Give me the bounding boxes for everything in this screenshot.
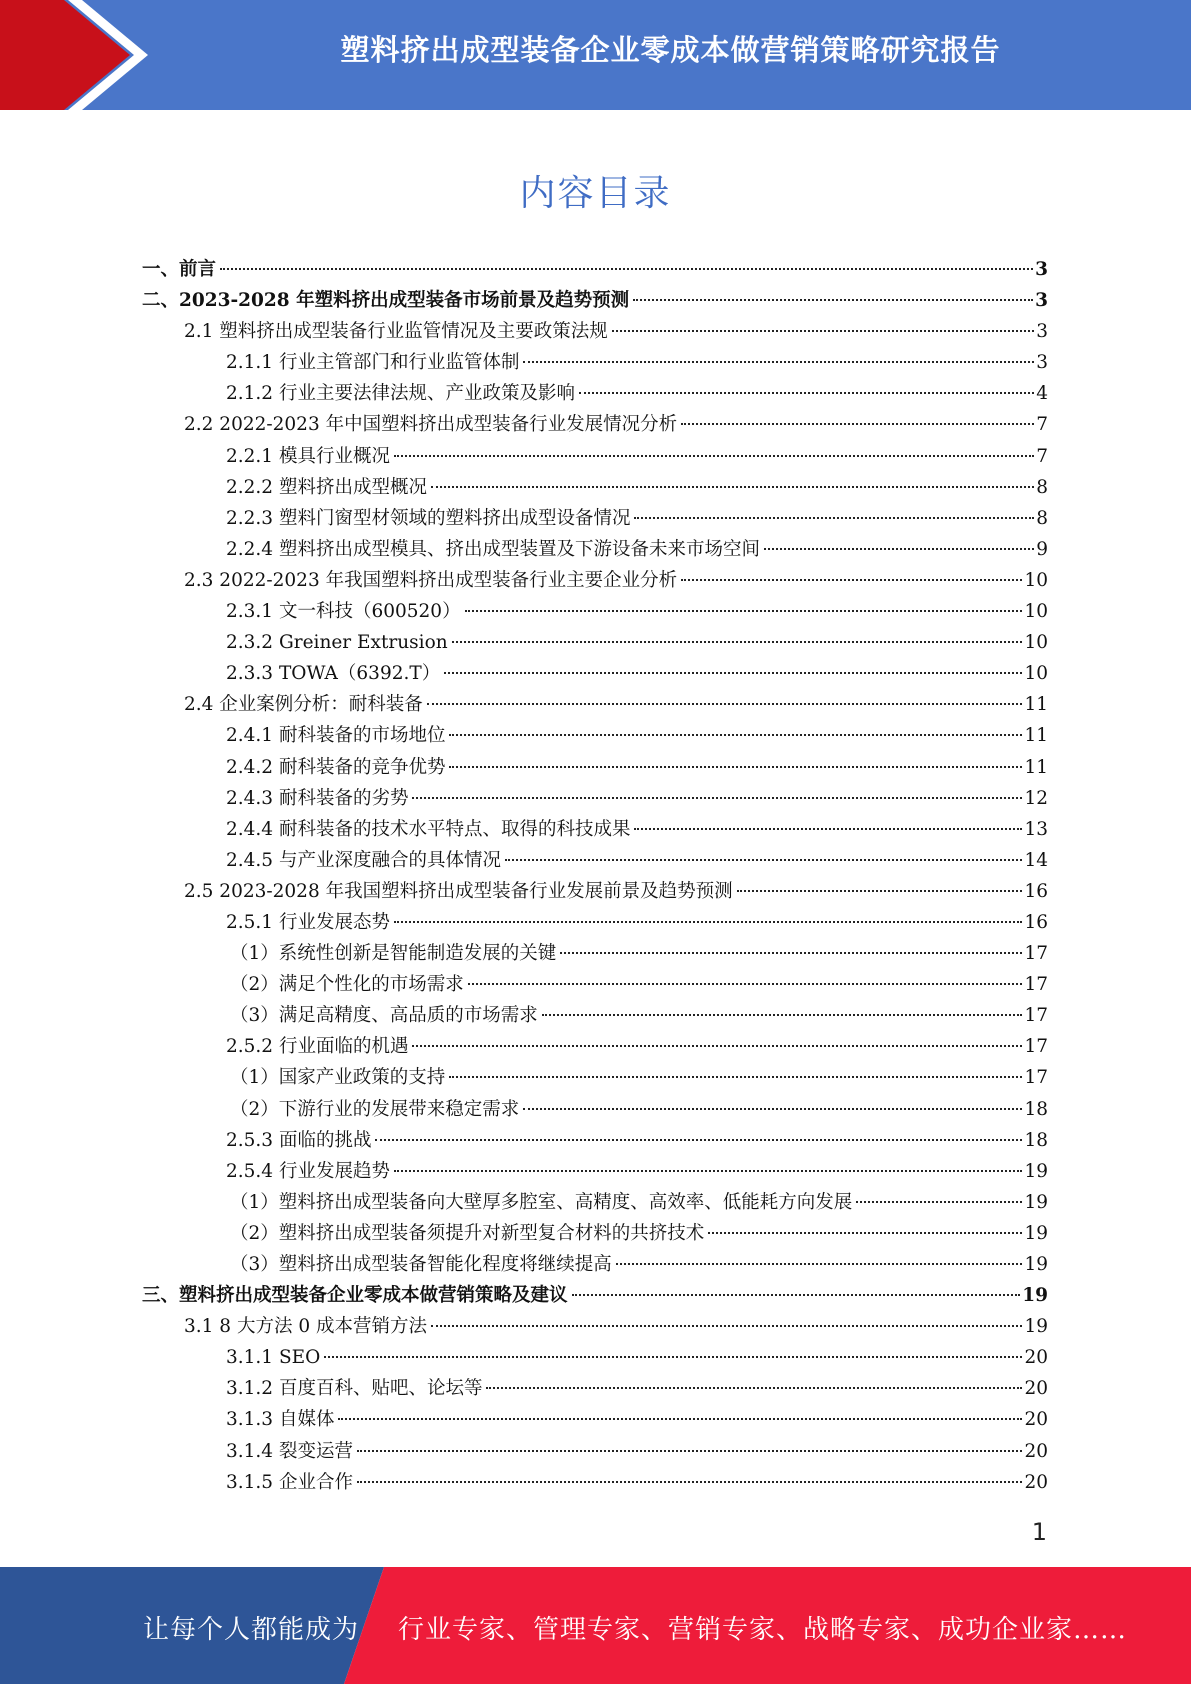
toc-dot-leader (452, 641, 1023, 643)
toc-entry-title: 2.5 2023-2028 年我国塑料挤出成型装备行业发展前景及趋势预测 (184, 880, 733, 902)
toc-entry[interactable] (142, 938, 1048, 969)
toc-dot-leader (449, 1076, 1022, 1078)
toc-entry-page: 19 (1024, 1191, 1048, 1213)
toc-entry-title: 2.3.2 Greiner Extrusion (226, 632, 448, 654)
toc-entry-title: 2.2 2022-2023 年中国塑料挤出成型装备行业发展情况分析 (184, 414, 678, 436)
toc-entry[interactable] (142, 1031, 1048, 1062)
footer-slogan-right: 行业专家、管理专家、营销专家、战略专家、成功企业家…… (398, 1615, 1128, 1645)
toc-entry-page: 3 (1036, 352, 1048, 374)
toc-dot-leader (612, 330, 1034, 332)
toc-entry-title: 2.5.1 行业发展态势 (226, 911, 390, 933)
toc-entry[interactable] (142, 752, 1048, 783)
toc-entry-title: 2.5.3 面临的挑战 (226, 1129, 372, 1151)
toc-dot-leader (634, 828, 1022, 830)
toc-dot-leader (681, 579, 1022, 581)
header-arrow-decoration (0, 0, 160, 110)
toc-dot-leader (338, 1418, 1022, 1420)
toc-entry-page: 3 (1035, 259, 1048, 280)
toc-entry-page: 18 (1024, 1098, 1048, 1120)
toc-dot-leader (560, 952, 1022, 954)
toc-entry-page: 16 (1024, 880, 1048, 902)
toc-dot-leader (357, 1481, 1023, 1483)
toc-entry-title: 2.3.3 TOWA（6392.T） (226, 663, 441, 685)
toc-entry-title: 2.3.1 文一科技（600520） (226, 601, 461, 623)
toc-dot-leader (486, 1387, 1022, 1389)
toc-dot-leader (681, 423, 1034, 425)
toc-entry-page: 19 (1024, 1316, 1048, 1338)
toc-entry-page: 4 (1036, 383, 1048, 405)
toc-entry-page: 19 (1024, 1254, 1048, 1275)
toc-entry[interactable] (142, 1467, 1048, 1498)
toc-entry-page: 17 (1024, 1005, 1048, 1027)
toc-dot-leader (465, 610, 1023, 612)
report-title: 塑料挤出成型装备企业零成本做营销策略研究报告 (340, 33, 1001, 67)
toc-entry-title: 三、塑料挤出成型装备企业零成本做营销策略及建议 (142, 1285, 568, 1307)
toc-dot-leader (449, 766, 1022, 768)
toc-entry-title: 2.4.4 耐科装备的技术水平特点、取得的科技成果 (226, 818, 631, 840)
toc-dot-leader (633, 299, 1033, 301)
toc-dot-leader (634, 517, 1034, 519)
toc-dot-leader (324, 1356, 1022, 1358)
toc-entry[interactable] (142, 658, 1048, 689)
toc-entry[interactable] (142, 1404, 1048, 1435)
table-of-contents (142, 254, 1048, 1498)
toc-entry-title: 二、2023-2028 年塑料挤出成型装备市场前景及趋势预测 (142, 290, 630, 312)
toc-entry[interactable] (142, 1280, 1048, 1311)
toc-entry[interactable] (142, 596, 1048, 627)
toc-entry[interactable] (142, 1311, 1048, 1342)
toc-entry-title: 2.2.3 塑料门窗型材领域的塑料挤出成型设备情况 (226, 507, 631, 529)
toc-dot-leader (394, 455, 1034, 457)
toc-entry-title: （2）下游行业的发展带来稳定需求 (230, 1098, 520, 1120)
toc-entry-title: 2.4.2 耐科装备的竞争优势 (226, 756, 446, 778)
toc-entry-title: （1）国家产业政策的支持 (230, 1067, 446, 1089)
toc-entry-page: 7 (1036, 414, 1048, 436)
toc-entry[interactable] (142, 1249, 1048, 1280)
toc-entry-title: 3.1.5 企业合作 (226, 1471, 353, 1493)
toc-dot-leader (856, 1201, 1022, 1203)
toc-entry-title: （1）系统性创新是智能制造发展的关键 (230, 943, 557, 965)
toc-entry-page: 7 (1036, 445, 1048, 467)
toc-entry-title: 2.4.5 与产业深度融合的具体情况 (226, 849, 501, 871)
toc-dot-leader (427, 703, 1023, 705)
toc-entry-page: 11 (1024, 756, 1048, 778)
toc-entry-page: 19 (1024, 1160, 1048, 1182)
toc-entry-page: 10 (1024, 601, 1048, 623)
toc-dot-leader (394, 1170, 1022, 1172)
toc-entry[interactable] (142, 378, 1048, 409)
toc-entry[interactable] (142, 907, 1048, 938)
toc-dot-leader (449, 734, 1022, 736)
toc-entry[interactable] (142, 1218, 1048, 1249)
toc-entry-page: 20 (1024, 1378, 1048, 1400)
toc-entry-title: 2.1.2 行业主要法律法规、产业政策及影响 (226, 383, 575, 405)
toc-dot-leader (394, 921, 1022, 923)
toc-entry[interactable] (142, 1156, 1048, 1187)
toc-entry[interactable] (142, 316, 1048, 347)
toc-entry-title: 3.1.2 百度百科、贴吧、论坛等 (226, 1378, 483, 1400)
toc-entry-page: 16 (1024, 911, 1048, 933)
toc-entry-title: 2.1 塑料挤出成型装备行业监管情况及主要政策法规 (184, 321, 608, 343)
toc-entry-page: 10 (1024, 663, 1048, 685)
toc-entry-title: 2.1.1 行业主管部门和行业监管体制 (226, 352, 520, 374)
toc-dot-leader (708, 1232, 1022, 1234)
toc-entry[interactable] (142, 1000, 1048, 1031)
toc-entry-page: 20 (1024, 1409, 1048, 1431)
toc-entry-title: （1）塑料挤出成型装备向大壁厚多腔室、高精度、高效率、低能耗方向发展 (230, 1191, 853, 1213)
toc-entry-page: 12 (1024, 787, 1048, 809)
toc-entry-title: 2.5.2 行业面临的机遇 (226, 1036, 409, 1058)
toc-entry-title: 2.4.3 耐科装备的劣势 (226, 787, 409, 809)
toc-entry-title: （2）塑料挤出成型装备须提升对新型复合材料的共挤技术 (230, 1222, 705, 1244)
toc-entry-page: 20 (1024, 1347, 1048, 1369)
toc-dot-leader (616, 1263, 1023, 1265)
toc-entry-page: 17 (1024, 1036, 1048, 1058)
toc-entry[interactable] (142, 876, 1048, 907)
toc-entry[interactable] (142, 1062, 1048, 1093)
toc-entry-page: 11 (1024, 725, 1048, 747)
toc-entry-page: 3 (1035, 290, 1048, 312)
toc-dot-leader (764, 548, 1034, 550)
toc-dot-leader (444, 672, 1022, 674)
toc-entry[interactable] (142, 814, 1048, 845)
toc-entry[interactable] (142, 503, 1048, 534)
toc-entry-page: 11 (1024, 694, 1048, 716)
toc-entry-page: 18 (1024, 1129, 1048, 1151)
toc-entry-page: 17 (1024, 943, 1048, 965)
toc-entry-title: 2.4 企业案例分析：耐科装备 (184, 694, 423, 716)
toc-entry-page: 20 (1024, 1440, 1048, 1462)
toc-entry[interactable] (142, 1342, 1048, 1373)
toc-entry[interactable] (142, 689, 1048, 720)
toc-entry-page: 10 (1024, 632, 1048, 654)
toc-entry-title: 2.2.2 塑料挤出成型概况 (226, 476, 427, 498)
toc-entry-title: 3.1 8 大方法 0 成本营销方法 (184, 1316, 427, 1338)
toc-entry[interactable] (142, 720, 1048, 751)
toc-entry-page: 9 (1036, 538, 1048, 560)
toc-entry[interactable] (142, 1187, 1048, 1218)
toc-entry-title: （2）满足个性化的市场需求 (230, 974, 464, 996)
toc-entry[interactable] (142, 1373, 1048, 1404)
toc-entry[interactable] (142, 845, 1048, 876)
toc-entry-page: 3 (1036, 321, 1048, 343)
toc-entry-title: 2.3 2022-2023 年我国塑料挤出成型装备行业主要企业分析 (184, 569, 678, 591)
toc-entry[interactable] (142, 783, 1048, 814)
toc-entry[interactable] (142, 565, 1048, 596)
toc-dot-leader (505, 859, 1022, 861)
toc-dot-leader (412, 1045, 1022, 1047)
toc-entry-title: （3）塑料挤出成型装备智能化程度将继续提高 (230, 1254, 612, 1275)
footer-slogan-left: 让每个人都能成为 (143, 1615, 360, 1645)
toc-entry[interactable] (142, 409, 1048, 440)
toc-entry-title: （3）满足高精度、高品质的市场需求 (230, 1005, 538, 1027)
toc-entry[interactable] (142, 347, 1048, 378)
toc-entry-title: 一、前言 (142, 259, 217, 280)
toc-entry-title: 2.2.4 塑料挤出成型模具、挤出成型装置及下游设备未来市场空间 (226, 538, 760, 560)
toc-entry[interactable] (142, 969, 1048, 1000)
toc-entry[interactable] (142, 1436, 1048, 1467)
toc-entry-page: 20 (1024, 1471, 1048, 1493)
toc-entry-page: 10 (1024, 569, 1048, 591)
toc-dot-leader (737, 890, 1023, 892)
toc-dot-leader (572, 1294, 1021, 1296)
toc-entry[interactable] (142, 285, 1048, 316)
toc-entry[interactable] (142, 441, 1048, 472)
toc-dot-leader (357, 1450, 1023, 1452)
toc-entry[interactable] (142, 1094, 1048, 1125)
toc-dot-leader (523, 361, 1034, 363)
toc-entry-page: 14 (1024, 849, 1048, 871)
toc-entry-page: 8 (1036, 507, 1048, 529)
toc-entry[interactable] (142, 627, 1048, 658)
toc-heading: 内容目录 (519, 173, 672, 214)
toc-dot-leader (220, 268, 1033, 270)
toc-entry-title: 3.1.4 裂变运营 (226, 1440, 353, 1462)
toc-entry-page: 17 (1024, 1067, 1048, 1089)
toc-entry-page: 19 (1022, 1285, 1048, 1307)
toc-entry-page: 17 (1024, 974, 1048, 996)
header-banner (0, 0, 1191, 110)
toc-entry-title: 3.1.3 自媒体 (226, 1409, 335, 1431)
toc-dot-leader (542, 1014, 1023, 1016)
toc-entry-title: 2.5.4 行业发展趋势 (226, 1160, 390, 1182)
toc-dot-leader (431, 486, 1034, 488)
toc-entry-page: 13 (1024, 818, 1048, 840)
toc-dot-leader (375, 1139, 1022, 1141)
toc-dot-leader (468, 983, 1023, 985)
toc-entry[interactable] (142, 254, 1048, 285)
toc-dot-leader (523, 1108, 1022, 1110)
toc-entry[interactable] (142, 534, 1048, 565)
toc-entry[interactable] (142, 1125, 1048, 1156)
toc-entry-title: 2.2.1 模具行业概况 (226, 445, 390, 467)
toc-entry-page: 19 (1024, 1222, 1048, 1244)
toc-entry-title: 2.4.1 耐科装备的市场地位 (226, 725, 446, 747)
toc-dot-leader (579, 392, 1034, 394)
toc-entry[interactable] (142, 472, 1048, 503)
page-number: 1 (1031, 1518, 1047, 1546)
toc-entry-title: 3.1.1 SEO (226, 1347, 321, 1369)
toc-dot-leader (431, 1325, 1022, 1327)
toc-entry-page: 8 (1036, 476, 1048, 498)
toc-dot-leader (412, 797, 1022, 799)
footer-banner (0, 1567, 1191, 1684)
